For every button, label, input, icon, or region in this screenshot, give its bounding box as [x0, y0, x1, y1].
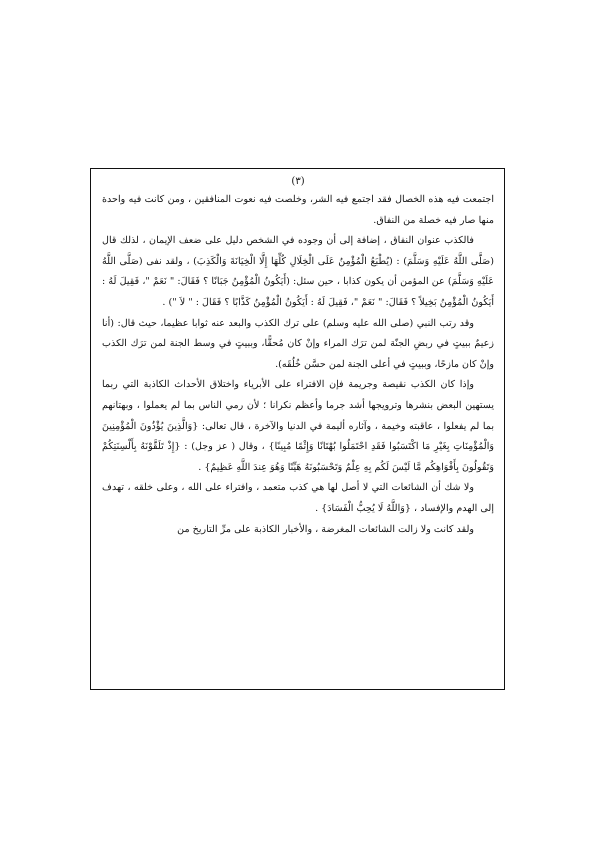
paragraph-3: وقد رتب النبي (صلى الله عليه وسلم) على ترك الكذب والبعد عنه ثوابا عظيما، حيث قال: (أنا زعيمٌ ببيتٍ في ربضِ الجنّة لمن ترَك المراء وإنْ كان مُحقًّا، وببيتٍ في وسط الجنة لمن ترَك الكذب وإنْ كان مازحًا، وببيتٍ في أعلى الجنة لمن حسَّن خُلُقَه). — [102, 317, 494, 370]
paragraph-2: فالكذب عنوان النفاق ، إضافة إلى أن وجوده في الشخص دليل على ضعف الإيمان ، لذلك قال (صَلَّى اللَّهُ عَلَيْهِ وَسَلَّمَ) : (يُطْبَعُ الْمُؤْمِنُ عَلَى الْخِلَالِ كُلِّهَا إِلَّا الْخِيَانَةَ وَالْكَذِبَ) ، ولقد نفى (صَلَّى اللَّهُ عَلَيْهِ وَسَلَّمَ) عن المؤمن أن يكون كذابا ، حين سئل: (أَيَكُونُ الْمُؤْمِنُ جَبَانًا ؟ فَقَالَ: " نَعَمْ "، فَقِيلَ لَهُ : أَيَكُونُ الْمُؤْمِنُ بَخِيلاً ؟ فَقَالَ: " نَعَمْ "، فَقِيلَ لَهُ : أَيَكُونُ الْمُؤْمِنُ كَذَّابًا ؟ فَقَالَ : " لاَ ") . — [102, 235, 494, 308]
paragraph-4: وإذا كان الكذب نقيصة وجريمة فإن الافتراء على الأبرياء واختلاق الأحداث الكاذبة التي ربما يستهين البعض بنشرها وترويجها أشد جرما وأعظم نكرانا ؛ لأن رمي الناس بما لم يعملوا ، وبهتانهم بما لم يفعلوا ، عاقبته وخيمة ، وآثاره أليمة في الدنيا والآخرة ، قال تعالى: {وَالَّذِينَ يُؤْذُونَ الْمُؤْمِنِينَ وَالْمُؤْمِنَاتِ بِغَيْرِ مَا اكْتَسَبُوا فَقَدِ احْتَمَلُوا بُهْتَانًا وَإِثْمًا مُبِينًا} ، وقال ( عز وجل) : {إِذْ تَلَقَّوْنَهُ بِأَلْسِنَتِكُمْ وَتَقُولُونَ بِأَفْوَاهِكُم مَّا لَيْسَ لَكُم بِهِ عِلْمٌ وَتَحْسَبُونَهُ هَيِّنًا وَهُوَ عِندَ اللَّهِ عَظِيمٌ} . — [102, 379, 494, 473]
paragraph-1: اجتمعت فيه هذه الخصال فقد اجتمع فيه الشر، وخلصت فيه نعوت المنافقين ، ومن كانت فيه واحدة منها صار فيه خصلة من النفاق. — [102, 194, 494, 226]
paragraph-6: ولقد كانت ولا زالت الشائعات المغرضة ، والأخبار الكاذبة على مرِّ التاريخ من — [177, 523, 474, 535]
page-number: (٣) — [291, 176, 305, 187]
body-text — [102, 190, 494, 682]
paragraph-5: ولا شك أن الشائعات التي لا أصل لها هي كذب متعمد ، وافتراء على الله ، وعلى خلقه ، تهدف إلى الهدم والإفساد ، {وَاللَّهُ لَا يُحِبُّ الْفَسَادَ} . — [102, 482, 494, 514]
